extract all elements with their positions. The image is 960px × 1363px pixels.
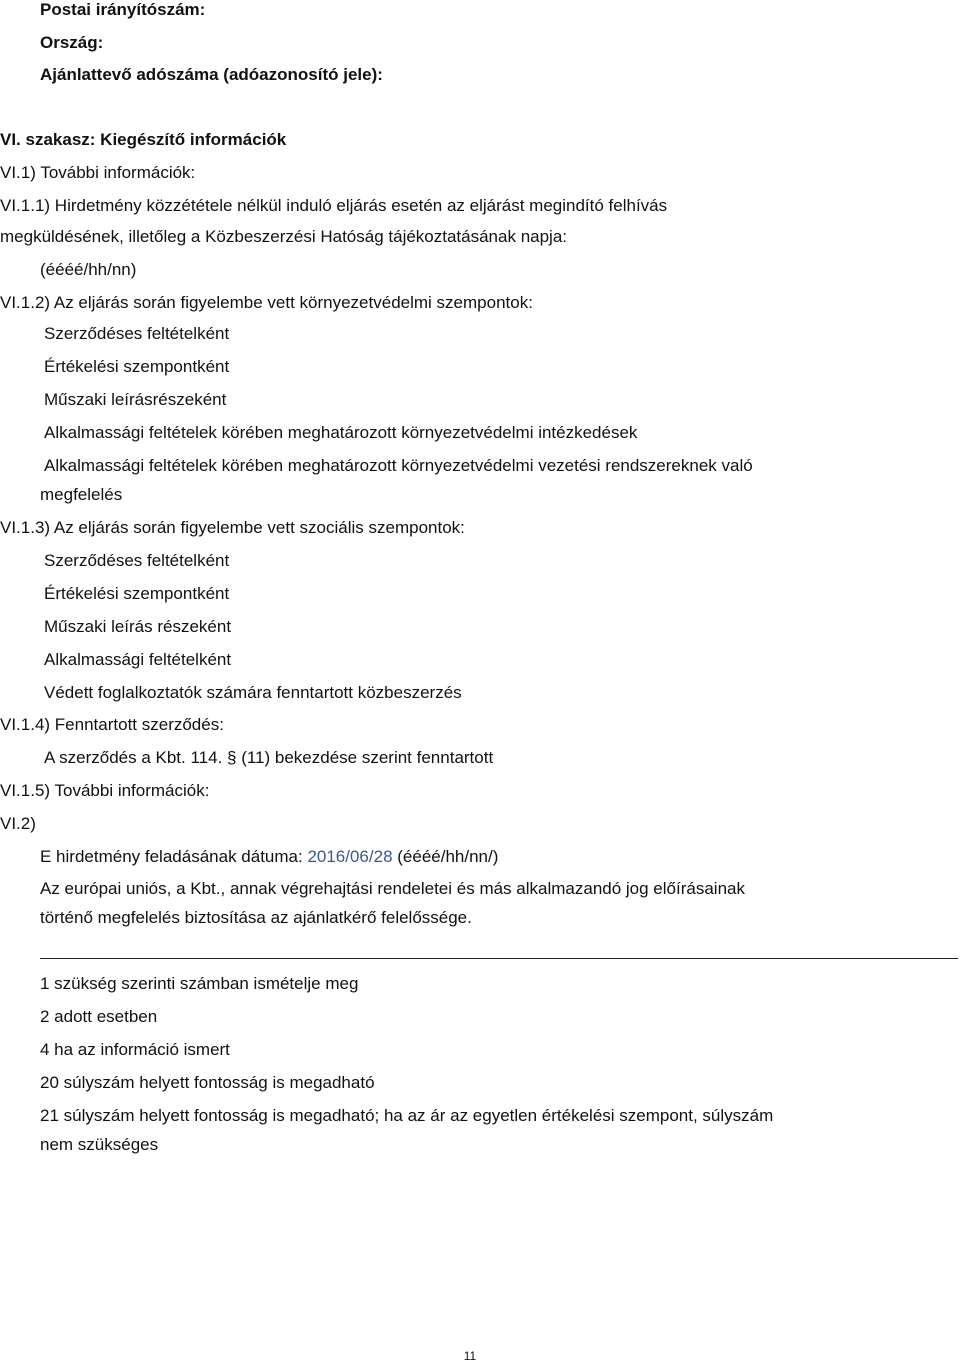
vi11-line1: VI.1.1) Hirdetmény közzététele nélkül induló eljárás esetén az eljárást megindító felhívás (0, 196, 668, 215)
country-label: Ország: (40, 33, 104, 52)
vi12-option: Alkalmassági feltételek körében meghatározott környezetvédelmi vezetési rendszereknek való (44, 456, 753, 475)
dispatch-date-format: (éééé/hh/nn/) (392, 847, 499, 866)
vi13-option: Műszaki leírás részeként (44, 617, 232, 636)
vi12-option: Alkalmassági feltételek körében meghatározott környezetvédelmi intézkedések (44, 423, 638, 442)
vi12-option: Értékelési szempontként (44, 357, 230, 376)
footnote-item: 21 súlyszám helyett fontosság is megadható; ha az ár az egyetlen értékelési szempont, súlyszám (40, 1106, 774, 1125)
vi14-label: VI.1.4) Fenntartott szerződés: (0, 715, 224, 734)
dispatch-date-prefix: E hirdetmény feladásának dátuma: (40, 847, 308, 866)
postal-code-label: Postai irányítószám: (40, 0, 206, 19)
footnote-divider (40, 958, 958, 959)
vi14-value: A szerződés a Kbt. 114. § (11) bekezdése szerint fenntartott (44, 748, 494, 767)
legal-notice-line1: Az európai uniós, a Kbt., annak végrehajtási rendeletei és más alkalmazandó jog előírásainak (40, 879, 745, 898)
vi12-option: Műszaki leírásrészeként (44, 390, 227, 409)
vi15-label: VI.1.5) További információk: (0, 781, 210, 800)
vi11-date-format: (éééé/hh/nn) (40, 260, 137, 279)
vi12-option-continuation: megfelelés (40, 485, 123, 504)
tax-number-label: Ajánlattevő adószáma (adóazonosító jele): (40, 65, 383, 84)
footnote-item: 20 súlyszám helyett fontosság is megadható (40, 1073, 375, 1092)
vi13-label: VI.1.3) Az eljárás során figyelembe vett szociális szempontok: (0, 518, 465, 537)
dispatch-date-line (40, 847, 498, 867)
vi13-option: Értékelési szempontként (44, 584, 230, 603)
footnote-item: 4 ha az információ ismert (40, 1040, 230, 1059)
vi13-option: Alkalmassági feltételként (44, 650, 232, 669)
footnote-continuation: nem szükséges (40, 1135, 159, 1154)
vi13-option: Szerződéses feltételként (44, 551, 230, 570)
section-6-heading: VI. szakasz: Kiegészítő információk (0, 130, 287, 149)
vi12-option: Szerződéses feltételként (44, 324, 230, 343)
footnote-item: 2 adott esetben (40, 1007, 158, 1026)
vi2-label: VI.2) (0, 814, 36, 833)
footnote-item: 1 szükség szerinti számban ismételje meg (40, 974, 359, 993)
legal-notice-line2: történő megfelelés biztosítása az ajánlatkérő felelőssége. (40, 908, 472, 927)
dispatch-date-value: 2016/06/28 (307, 847, 393, 866)
vi12-label: VI.1.2) Az eljárás során figyelembe vett környezetvédelmi szempontok: (0, 293, 533, 312)
vi11-line2: megküldésének, illetőleg a Közbeszerzési Hatóság tájékoztatásának napja: (0, 227, 568, 246)
vi13-option: Védett foglalkoztatók számára fenntartott közbeszerzés (44, 683, 462, 702)
page-number: 11 (463, 1349, 477, 1363)
vi1-label: VI.1) További információk: (0, 163, 196, 182)
